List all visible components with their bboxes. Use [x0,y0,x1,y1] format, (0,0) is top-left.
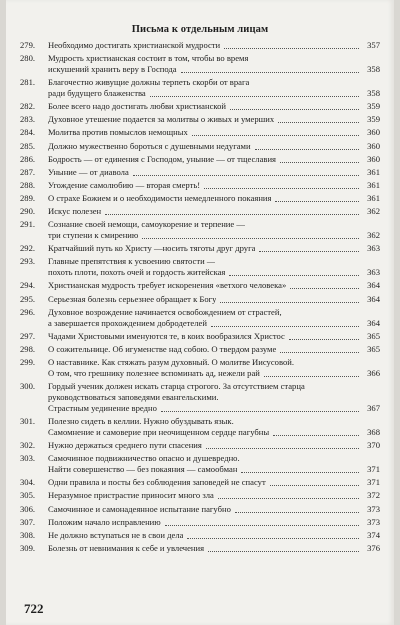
dot-leader [224,48,359,49]
toc-entry [20,154,380,165]
toc-entry [20,517,380,528]
entry-title [48,77,380,99]
toc-entry [20,243,380,254]
entry-page: 371 [367,464,380,475]
entry-title [48,280,380,291]
toc-entry [20,167,380,178]
entry-title [48,381,380,414]
dot-leader [255,149,359,150]
entry-title-line: Молитва против помыслов немощных [48,127,188,138]
entry-title [48,294,380,305]
dot-leader [133,175,359,176]
entry-title [48,453,380,475]
toc-entry [20,219,380,241]
entry-page: 362 [367,230,380,241]
entry-number: 307. [20,516,36,527]
table-of-contents [20,40,380,556]
entry-title-line: Нужно держаться среднего пути спасения [48,440,202,451]
entry-title-line: руководствоваться заповедями евангельскими. [48,391,219,402]
entry-title-line: искушений хранить веру в Господа [48,64,177,75]
entry-title-line: Искус полезен [48,206,102,217]
entry-title-line: О сожительнице. Об игуменстве над собою. О твердом разуме [48,343,277,354]
dot-leader [187,538,359,539]
dot-leader [275,201,359,202]
dot-leader [204,188,359,189]
toc-entry [20,331,380,342]
entry-page: 363 [367,243,380,254]
entry-title [48,141,380,152]
entry-page: 364 [367,317,380,328]
dot-leader [142,238,359,239]
entry-number: 280. [20,53,36,64]
toc-entry [20,477,380,488]
entry-title [48,307,380,329]
entry-number: 293. [20,256,36,267]
entry-title [48,530,380,541]
entry-page: 359 [367,114,380,125]
entry-title-line: Чадами Христовыми именуются те, в коих вообразился Христос [48,330,285,341]
entry-title [48,114,380,125]
toc-entry [20,206,380,217]
entry-page: 364 [367,293,380,304]
entry-title-line: похоть плоти, похоть очей и гордость житейская [48,267,226,278]
toc-entry [20,114,380,125]
entry-number: 300. [20,380,36,391]
entry-number: 309. [20,542,36,553]
entry-number: 290. [20,206,36,217]
entry-title-line: Самочинное подвижничество опасно и душевредно. [48,453,240,464]
entry-title-line: Более всего надо достигать любви христианской [48,101,227,112]
dot-leader [264,376,359,377]
entry-title-line: Главные препятствия к усвоению святости — [48,256,216,267]
dot-leader [278,122,359,123]
entry-title [48,477,380,488]
toc-entry [20,256,380,278]
entry-number: 302. [20,440,36,451]
entry-page: 373 [367,503,380,514]
entry-page: 358 [367,64,380,75]
toc-entry [20,344,380,355]
entry-number: 288. [20,179,36,190]
toc-entry [20,453,380,475]
entry-title [48,331,380,342]
dot-leader [181,72,359,73]
entry-page: 368 [367,427,380,438]
entry-title [48,206,380,217]
entry-title-line: Серьезная болезнь серьезнее обращает к Богу [48,293,217,304]
entry-number: 295. [20,293,36,304]
entry-number: 294. [20,280,36,291]
entry-title-line: Самомнение и самоверие при неочищенном сердце пагубны [48,427,270,438]
entry-title-line: а завершается прохождением добродетелей [48,317,207,328]
entry-title-line: Должно мужественно бороться с душевными недугами [48,140,251,151]
entry-title [48,490,380,501]
toc-entry [20,504,380,515]
entry-title-line: Необходимо достигать христианской мудрости [48,40,221,50]
entry-number: 285. [20,140,36,151]
entry-title [48,167,380,178]
entry-title-line: Положим начало исправлению [48,516,161,527]
dot-leader [273,435,359,436]
entry-number: 289. [20,192,36,203]
dot-leader [280,162,359,163]
book-page [6,0,394,625]
toc-entry [20,490,380,501]
entry-page: 371 [367,477,380,488]
toc-entry [20,307,380,329]
entry-title [48,243,380,254]
entry-number: 308. [20,529,36,540]
entry-number: 281. [20,77,36,88]
entry-title-line: Страстным уединение вредно [48,402,157,413]
entry-page: 366 [367,367,380,378]
entry-title-line: ради будущего блаженства [48,88,146,99]
dot-leader [165,525,359,526]
entry-title-line: Благочестно живущие должны терпеть скорби от врага [48,77,250,88]
toc-entry [20,141,380,152]
entry-title [48,517,380,528]
toc-entry [20,280,380,291]
entry-number: 279. [20,40,36,50]
entry-title [48,53,380,75]
entry-title-line: Бодрость — от единения с Господом, уныние — от тщеславия [48,153,276,164]
entry-title-line: три ступени к смирению [48,230,139,241]
entry-title [48,154,380,165]
entry-title-line: Найти совершенство — без покаяния — самообман [48,464,238,475]
entry-title [48,219,380,241]
entry-title-line: О том, что грешнику полезнее вспоминать ад, нежели рай [48,367,260,378]
entry-page: 363 [367,267,380,278]
entry-number: 292. [20,243,36,254]
entry-title-line: Не должно вступаться не в свои дела [48,529,184,540]
entry-page: 360 [367,140,380,151]
entry-number: 303. [20,453,36,464]
entry-number: 305. [20,490,36,501]
entry-title-line: Кратчайший путь ко Христу —носить тяготы друг друга [48,243,256,254]
dot-leader [105,214,359,215]
toc-entry [20,416,380,438]
entry-title-line: Мудрость христианская состоит в том, чтобы во время [48,53,249,64]
dot-leader [211,326,359,327]
dot-leader [161,411,359,412]
entry-number: 296. [20,306,36,317]
entry-page: 374 [367,529,380,540]
dot-leader [290,288,359,289]
entry-title [48,357,380,379]
entry-page: 357 [367,40,380,50]
entry-title [48,127,380,138]
entry-title [48,180,380,191]
dot-leader [259,251,359,252]
entry-page: 359 [367,101,380,112]
entry-page: 364 [367,280,380,291]
dot-leader [229,275,359,276]
dot-leader [192,135,359,136]
page-header: Письма к отдельным лицам [131,24,269,35]
entry-number: 284. [20,127,36,138]
entry-title-line: О страхе Божием и о необходимости немедленного покаяния [48,192,272,203]
dot-leader [241,472,359,473]
dot-leader [150,96,359,97]
entry-title-line: Угождение самолюбию — вторая смерть! [48,179,201,190]
entry-title-line: Гордый ученик должен искать старца строгого. За отсутствием старца [48,380,305,391]
toc-entry [20,127,380,138]
entry-title [48,101,380,112]
entry-title-line: Сознание своей немощи, самоукорение и терпение — [48,219,245,230]
entry-number: 287. [20,166,36,177]
entry-page: 361 [367,192,380,203]
entry-page: 365 [367,330,380,341]
toc-entry [20,40,380,51]
toc-entry [20,53,380,75]
dot-leader [208,551,359,552]
entry-number: 306. [20,503,36,514]
entry-title-line: Духовное возрождение начинается освобождением от страстей, [48,306,282,317]
entry-number: 286. [20,153,36,164]
toc-entry [20,193,380,204]
toc-entry [20,101,380,112]
entry-page: 358 [367,88,380,99]
entry-number: 282. [20,101,36,112]
entry-title [48,416,380,438]
entry-title-line: Уныние — от диавола [48,166,129,177]
entry-page: 373 [367,516,380,527]
entry-title [48,504,380,515]
toc-entry [20,530,380,541]
entry-page: 372 [367,490,380,501]
entry-number: 301. [20,416,36,427]
page-number: 722 [24,601,44,616]
entry-page: 360 [367,153,380,164]
entry-page: 361 [367,166,380,177]
entry-title-line: Одни правила и посты без соблюдения заповедей не спасут [48,477,266,488]
toc-entry [20,440,380,451]
dot-leader [230,109,359,110]
entry-page: 367 [367,402,380,413]
entry-title [48,193,380,204]
entry-page: 361 [367,179,380,190]
entry-title [48,440,380,451]
entry-number: 304. [20,477,36,488]
dot-leader [206,448,359,449]
dot-leader [289,339,359,340]
entry-title-line: О наставнике. Как стяжать разум духовный. О молитве Иисусовой. [48,356,295,367]
entry-title-line: Христианская мудрость требует искоренения «ветхого человека» [48,280,287,291]
entry-title [48,256,380,278]
entry-page: 365 [367,343,380,354]
entry-title-line: Болезнь от невнимания к себе и увлечения [48,542,205,553]
entry-number: 298. [20,343,36,354]
entry-title-line: Неразумное пристрастие приносит много зла [48,490,214,501]
entry-number: 297. [20,330,36,341]
toc-entry [20,180,380,191]
entry-title [48,40,380,51]
dot-leader [280,352,359,353]
entry-title [48,344,380,355]
toc-entry [20,77,380,99]
entry-title [48,543,380,554]
entry-page: 360 [367,127,380,138]
entry-page: 362 [367,206,380,217]
entry-title-line: Духовное утешение подается за молитвы о живых и умерших [48,114,275,125]
entry-number: 291. [20,219,36,230]
dot-leader [220,302,359,303]
toc-entry [20,543,380,554]
entry-number: 283. [20,114,36,125]
toc-entry [20,381,380,414]
entry-page: 376 [367,542,380,553]
dot-leader [270,485,359,486]
entry-number: 299. [20,356,36,367]
toc-entry [20,294,380,305]
entry-page: 370 [367,440,380,451]
toc-entry [20,357,380,379]
entry-title-line: Полезно сидеть в келлии. Нужно обуздывать язык. [48,416,234,427]
dot-leader [218,498,359,499]
dot-leader [235,512,359,513]
entry-title-line: Самочинное и самонадеянное испытание пагубно [48,503,231,514]
